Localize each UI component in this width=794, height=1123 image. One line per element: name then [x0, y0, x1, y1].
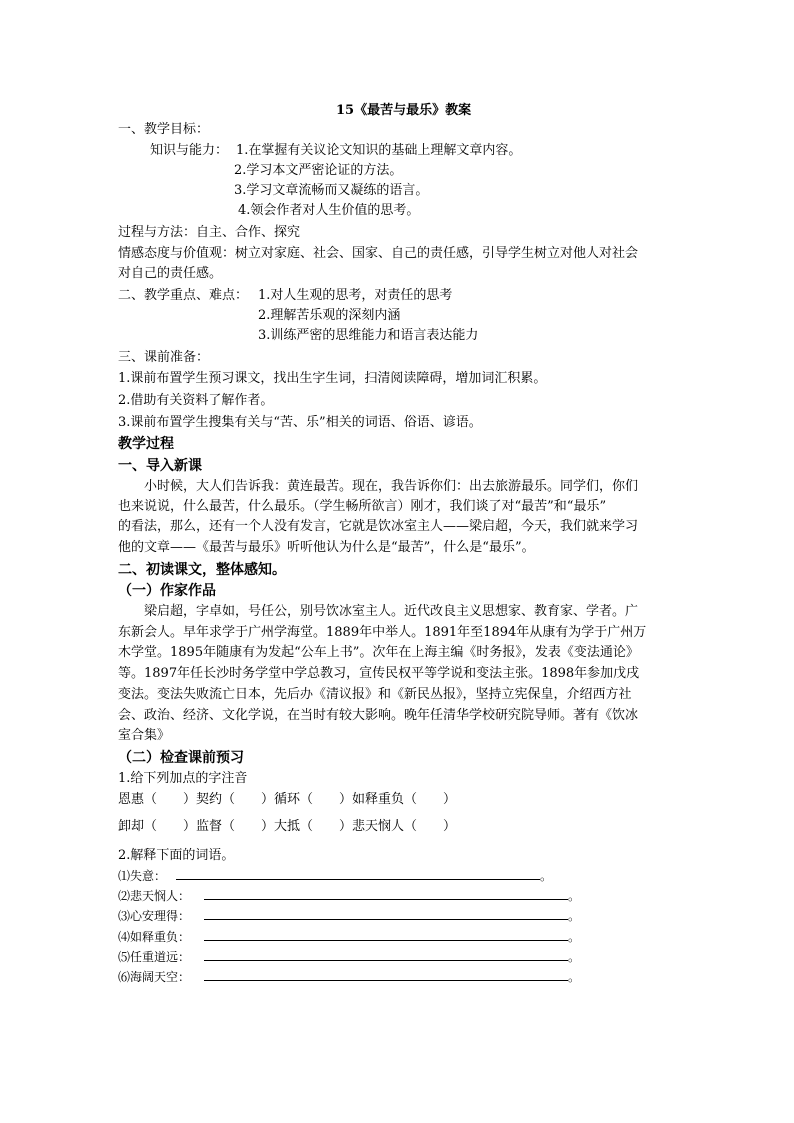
key-point-item: 2.理解苦乐观的深刻内涵: [258, 308, 401, 323]
answer-line[interactable]: [176, 879, 540, 880]
goal-item: 1.在掌握有关议论文知识的基础上理解文章内容。: [236, 143, 522, 158]
term-label: ⑹海阔天空：: [118, 970, 191, 984]
goals-heading: 一、教学目标：: [118, 122, 210, 137]
author-line: 梁启超，字卓如，号任公，别号饮冰室主人。近代改良主义思想家、教育家、学者。广: [144, 604, 639, 619]
page-title: 15《最苦与最乐》教案: [336, 103, 472, 118]
goal-item: 4.领会作者对人生价值的思考。: [238, 203, 420, 218]
term-end: 。: [540, 869, 553, 883]
process-heading: 教学过程: [118, 436, 174, 452]
author-line: 东新会人。早年求学于广州学海堂。1889年中举人。1891年至1894年从康有为学于广州万: [118, 625, 647, 640]
goal-item: 3.学习文章流畅而又凝练的语言。: [234, 183, 429, 198]
key-point-item: 1.对人生观的思考，对责任的思考: [258, 288, 453, 303]
author-line: 等。1897年任长沙时务学堂中学总教习，宣传民权平等学说和变法主张。1898年参加戊戌: [118, 666, 640, 681]
goal-item: 2.学习本文严密论证的方法。: [234, 163, 403, 178]
intro-line: 也来说说，什么最苦，什么最乐。（学生畅所欲言）刚才，我们谈了对“最苦”和“最乐”: [118, 499, 607, 514]
author-heading: （一）作家作品: [118, 583, 216, 599]
answer-line[interactable]: [204, 960, 568, 961]
term-end: 。: [568, 930, 581, 944]
pinyin-row: 恩惠（ ）契约（ ）循环（ ）如释重负（ ）: [118, 792, 457, 807]
author-line: 室合集》: [118, 728, 171, 743]
intro-line: 的看法，那么，还有一个人没有发言，它就是饮冰室主人——梁启超，今天，我们就来学习: [118, 519, 639, 534]
prep-item: 2.借助有关资料了解作者。: [118, 393, 274, 408]
question-1: 1.给下列加点的字注音: [118, 771, 248, 786]
prep-heading: 三、课前准备：: [118, 350, 210, 365]
term-end: 。: [568, 889, 581, 903]
key-point-item: 3.训练严密的思维能力和语言表达能力: [258, 328, 479, 343]
answer-line[interactable]: [204, 919, 568, 920]
term-end: 。: [568, 970, 581, 984]
prep-item: 1.课前布置学生预习课文，找出生字生词，扫清阅读障碍，增加词汇积累。: [118, 371, 547, 386]
term-end: 。: [568, 950, 581, 964]
author-line: 会、政治、经济、文化学说，在当时有较大影响。晚年任清华学校研究院导师。著有《饮冰: [118, 708, 639, 723]
intro-heading: 一、导入新课: [118, 458, 202, 474]
term-label: ⑵悲天悯人：: [118, 889, 191, 903]
prep-item: 3.课前布置学生搜集有关与“苦、乐”相关的词语、俗语、谚语。: [118, 415, 482, 430]
knowledge-label: 知识与能力：: [150, 143, 229, 158]
term-label: ⑴失意：: [118, 869, 167, 883]
answer-line[interactable]: [204, 980, 568, 981]
emotion-line: 对自己的责任感。: [118, 266, 223, 281]
pinyin-row: 卸却（ ）监督（ ）大抵（ ）悲天悯人（ ）: [118, 819, 457, 834]
answer-line[interactable]: [204, 899, 568, 900]
intro-line: 他的文章——《最苦与最乐》听听他认为什么是“最苦”，什么是“最乐”。: [118, 540, 535, 555]
term-label: ⑸任重道远：: [118, 950, 191, 964]
emotion-line: 情感态度与价值观：树立对家庭、社会、国家、自己的责任感，引导学生树立对他人对社会: [118, 246, 639, 261]
check-heading: （二）检查课前预习: [118, 750, 244, 766]
author-line: 变法。变法失败流亡日本，先后办《清议报》和《新民丛报》，坚持立宪保皇，介绍西方社: [118, 687, 632, 702]
answer-line[interactable]: [204, 940, 568, 941]
term-label: ⑶心安理得：: [118, 909, 191, 923]
reading-heading: 二、初读课文，整体感知。: [118, 562, 286, 578]
process-method-line: 过程与方法：自主、合作、探究: [118, 225, 301, 240]
term-end: 。: [568, 909, 581, 923]
term-label: ⑷如释重负：: [118, 930, 191, 944]
key-points-heading: 二、教学重点、难点：: [118, 288, 249, 303]
intro-line: 小时候，大人们告诉我：黄连最苦。现在，我告诉你们：出去旅游最乐。同学们，你们: [144, 479, 639, 494]
author-line: 木学堂。1895年随康有为发起“公车上书”。次年在上海主编《时务报》，发表《变法通论》: [118, 645, 639, 660]
question-2: 2.解释下面的词语。: [118, 848, 235, 863]
